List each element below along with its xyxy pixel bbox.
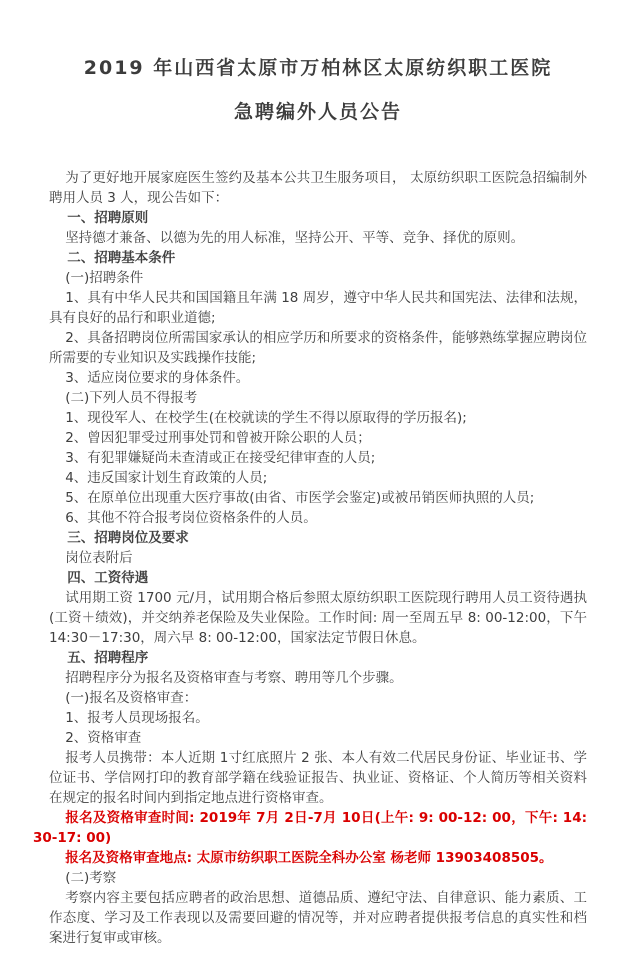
- paragraph: (二)下列人员不得报考: [65, 390, 198, 406]
- paragraph: 1、具有中华人民共和国国籍且年满 18 周岁，遵守中华人民共和国宪法、法律和法规，具有良好的品行和职业道德;: [49, 290, 587, 326]
- paragraph: 4、违反国家计划生育政策的人员;: [65, 470, 268, 486]
- paragraph: 报考人员携带：本人近期 1寸红底照片 2 张、本人有效二代居民身份证、毕业证书、学位证书、学信网打印的教育部学籍在线验证报告、执业证、资格证、个人简历等相关资料在规定的报名时间内到指定地点进行资格审查。: [49, 750, 587, 806]
- paragraph: 2、具备招聘岗位所需国家承认的相应学历和所要求的资格条件，能够熟练掌握应聘岗位所需要的专业知识及实践操作技能;: [49, 330, 587, 366]
- highlight-paragraph: 报名及资格审查地点: 太原市纺织职工医院全科办公室 杨老师 13903408505。: [65, 850, 553, 866]
- paragraph: 5、在原单位出现重大医疗事故(由省、市医学会鉴定)或被吊销医师执照的人员;: [65, 490, 535, 506]
- paragraph: 3、有犯罪嫌疑尚未查清或正在接受纪律审查的人员;: [65, 450, 376, 466]
- paragraph: 6、其他不符合报考岗位资格条件的人员。: [65, 510, 317, 526]
- paragraph: 岗位表附后: [65, 550, 133, 566]
- paragraph: 1、现役军人、在校学生(在校就读的学生不得以原取得的学历报名);: [65, 410, 467, 426]
- paragraph: 试用期工资 1700 元/月，试用期合格后参照太原纺织职工医院现行聘用人员工资待遇执(工资＋绩效)，并交纳养老保险及失业保险。工作时间: 周一至周五早 8: 00-12:00，下午 14:30－17:30，周六早 8: 00-12:00，国家法定节假日休息。: [49, 590, 587, 646]
- title-line-1: 2019 年山西省太原市万柏林区太原纺织职工医院: [83, 57, 553, 79]
- paragraph: 2、资格审查: [65, 730, 142, 746]
- paragraph: (一)招聘条件: [65, 270, 144, 286]
- document-title: [49, 46, 587, 134]
- section-heading: 三、招聘岗位及要求: [67, 530, 189, 546]
- title-line-2: 急聘编外人员公告: [233, 101, 402, 123]
- document-body: [33, 168, 587, 948]
- highlight-paragraph: 报名及资格审查时间: 2019年 7月 2日-7月 10日(上午: 9: 00-12: 00，下午: 14: 30-17: 00): [33, 810, 587, 846]
- section-heading: 四、工资待遇: [67, 570, 149, 586]
- paragraph: 考察内容主要包括应聘者的政治思想、道德品质、遵纪守法、自律意识、能力素质、工作态度、学习及工作表现以及需要回避的情况等，并对应聘者提供报考信息的真实性和档案进行复审或审核。: [49, 890, 587, 946]
- paragraph: 坚持德才兼备、以德为先的用人标准，坚持公开、平等、竞争、择优的原则。: [65, 230, 525, 246]
- paragraph: 为了更好地开展家庭医生签约及基本公共卫生服务项目， 太原纺织职工医院急招编制外聘用人员 3 人，现公告如下：: [49, 170, 587, 206]
- paragraph: (二)考察: [65, 870, 117, 886]
- paragraph: 1、报考人员现场报名。: [65, 710, 209, 726]
- paragraph: 3、适应岗位要求的身体条件。: [65, 370, 250, 386]
- paragraph: 招聘程序分为报名及资格审查与考察、聘用等几个步骤。: [65, 670, 403, 686]
- paragraph: 2、曾因犯罪受过刑事处罚和曾被开除公职的人员；: [65, 430, 371, 446]
- section-heading: 二、招聘基本条件: [67, 250, 176, 266]
- section-heading: 一、招聘原则: [67, 210, 149, 226]
- section-heading: 五、招聘程序: [67, 650, 149, 666]
- paragraph: (一)报名及资格审查：: [65, 690, 198, 706]
